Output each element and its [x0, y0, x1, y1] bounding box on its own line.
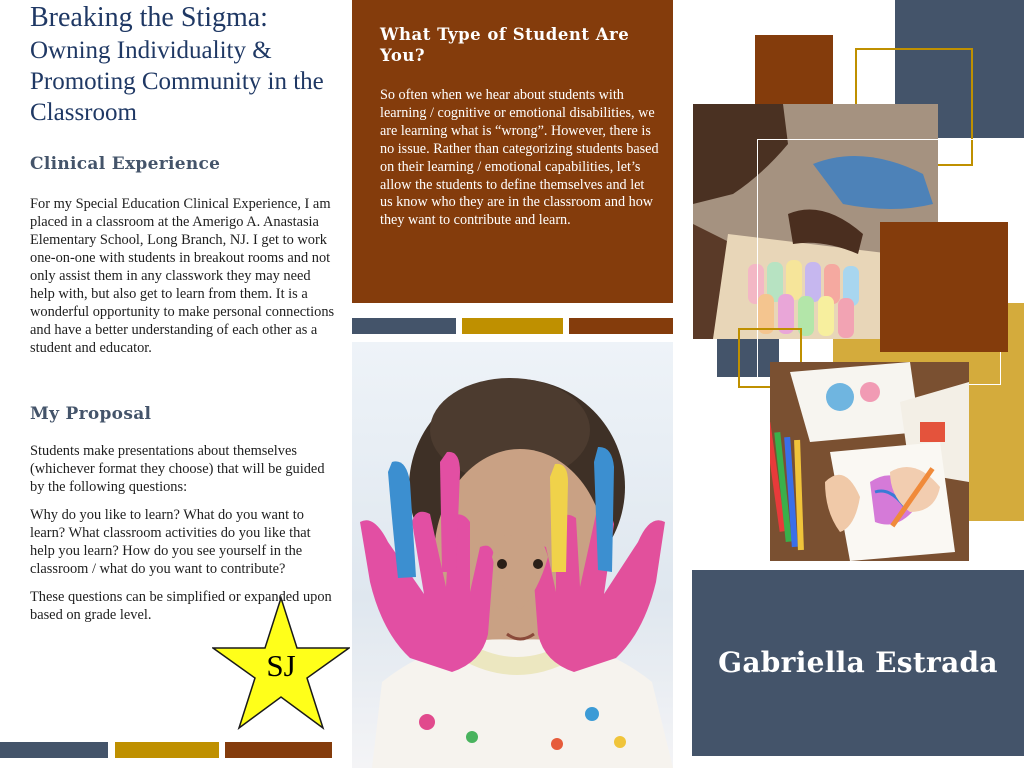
- title-line-1: Breaking the Stigma:: [30, 2, 268, 33]
- navy-color-bar: [0, 742, 108, 758]
- child-photo-illustration: [352, 342, 673, 768]
- author-name: Gabriella Estrada: [718, 646, 998, 679]
- clinical-experience-text: [30, 195, 335, 367]
- sj-star-badge: [212, 596, 350, 730]
- gold-color-bar: [115, 742, 219, 758]
- gold-color-bar: [462, 318, 563, 334]
- proposal-paragraph-3: These questions can be simplified or expanded upon based on grade level.: [30, 589, 332, 623]
- brown-decorative-square: [755, 35, 833, 109]
- my-proposal-heading: My Proposal: [30, 404, 152, 424]
- brown-color-bar: [569, 318, 673, 334]
- brown-overlay-square: [880, 222, 1008, 352]
- page-title: [30, 2, 340, 128]
- proposal-paragraph-2: Why do you like to learn? What do you want to learn? What classroom activities do you like that help you learn? How do you see yourself in the classroom / what do you want to contribute?: [30, 507, 311, 577]
- title-line-2: Owning Individuality & Promoting Community in the Classroom: [30, 37, 324, 126]
- proposal-paragraph-1: Students make presentations about themselves (whichever format they choose) that will be guided by the following questions:: [30, 443, 325, 495]
- clinical-experience-heading: Clinical Experience: [30, 154, 221, 174]
- navy-color-bar: [352, 318, 456, 334]
- clinical-experience-paragraph: For my Special Education Clinical Experience, I am placed in a classroom at the Amerigo A. Anastasia Elementary School, Long Branch, NJ. I get to work one-on-one with students in breakout rooms and not only assist them in any classwork they may need help with, but also get to learn from them. It is a wonderful opportunity to make personal connections and have a better understanding of each other as a student and educator.: [30, 196, 335, 356]
- author-name-panel: [692, 570, 1024, 756]
- drawing-photo-illustration: [770, 362, 969, 561]
- children-drawing-photo: [770, 362, 969, 561]
- child-painted-hands-photo: [352, 342, 673, 768]
- star-badge-label: SJ: [266, 648, 296, 683]
- student-type-text: So often when we hear about students with learning / cognitive or emotional disabilities, we are learning what is “wrong”. However, there is no issue. Rather than categorizing students based on their learning / emotional capabilities, let’s allow the students to define themselves and let us know who they are in the classroom and how they want to contribute and learn.: [380, 87, 659, 229]
- student-type-panel: [352, 0, 673, 303]
- brown-color-bar: [225, 742, 332, 758]
- student-type-heading: What Type of Student Are You?: [380, 25, 630, 65]
